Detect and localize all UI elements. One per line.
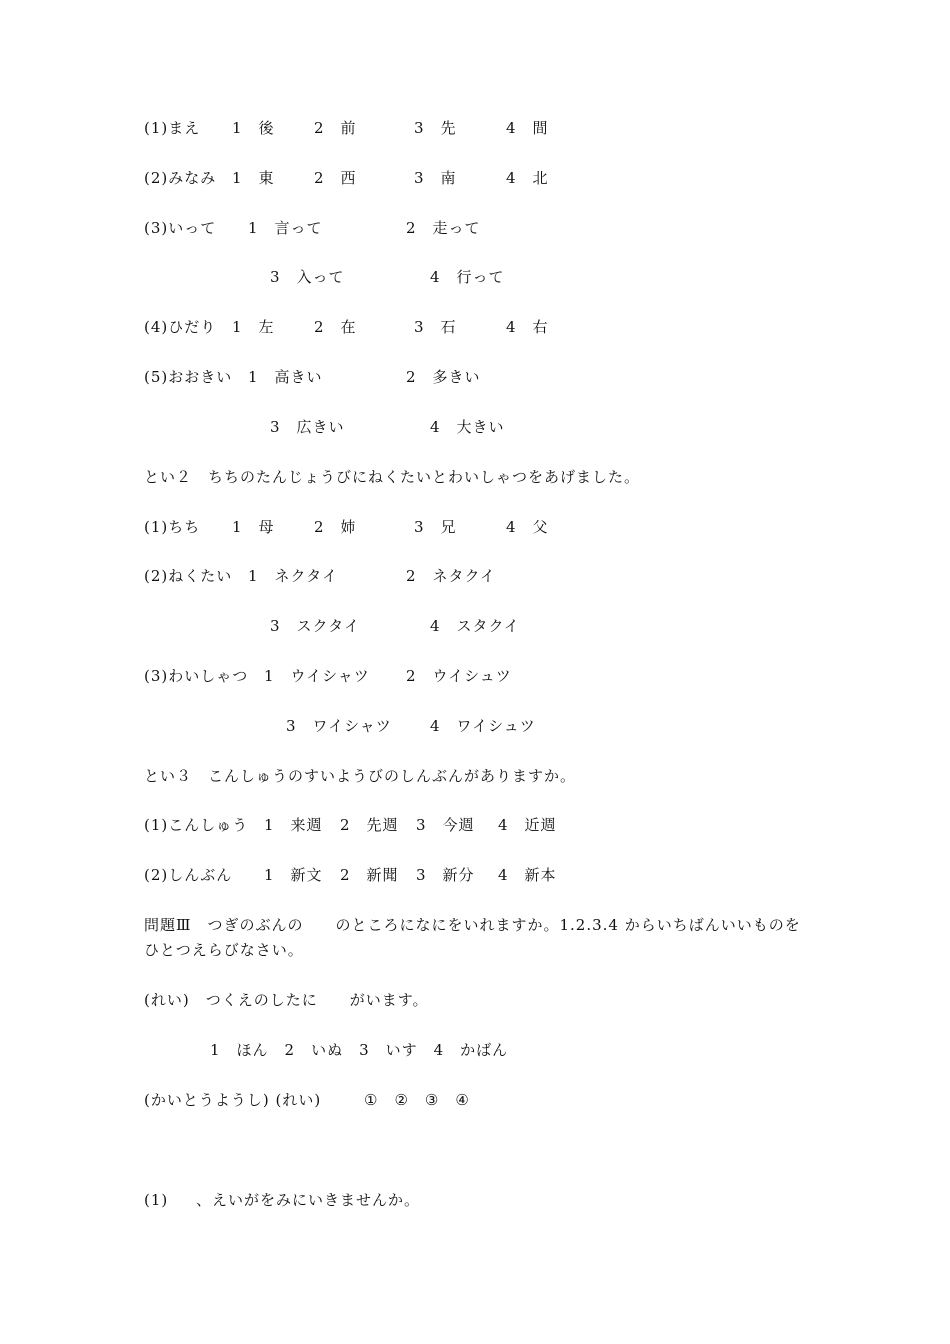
question-label: (1)こんしゅう: [144, 816, 249, 834]
option-4: 4 スタクイ: [430, 617, 520, 635]
option-1: 1 高きい: [248, 368, 323, 386]
option-4: 4 間: [506, 119, 549, 137]
option-2: 2 走って: [406, 219, 481, 237]
instruction-line-2: ひとつえらびなさい。: [144, 941, 304, 959]
question-label: (1)まえ: [144, 119, 201, 137]
option-2: 2 先週: [340, 816, 399, 834]
option-2: 2 姉: [314, 518, 357, 536]
option-1: 1 ウイシャツ: [264, 667, 370, 685]
question-label: (2)しんぶん: [144, 866, 233, 884]
option-3: 3 スクタイ: [270, 617, 360, 635]
option-4: 4 右: [506, 318, 549, 336]
option-1: 1 後: [232, 119, 275, 137]
option-1: 1 来週: [264, 816, 323, 834]
option-3: 3 南: [414, 169, 457, 187]
option-2: 2 前: [314, 119, 357, 137]
option-3: 3 ワイシャツ: [286, 717, 392, 735]
question-label: (5)おおきい: [144, 368, 233, 386]
example-options: 1 ほん 2 いぬ 3 いす 4 かばん: [210, 1041, 509, 1059]
option-4: 4 新本: [498, 866, 557, 884]
question-label: (1)ちち: [144, 518, 201, 536]
question-label: (2)みなみ: [144, 169, 217, 187]
option-4: 4 近週: [498, 816, 557, 834]
question-label: (4)ひだり: [144, 318, 217, 336]
option-4: 4 北: [506, 169, 549, 187]
example-sentence: (れい) つくえのしたに がいます。: [144, 991, 429, 1009]
option-4: 4 行って: [430, 268, 505, 286]
question-label: (3)いって: [144, 219, 217, 237]
option-2: 2 西: [314, 169, 357, 187]
option-1: 1 母: [232, 518, 275, 536]
option-2: 2 新聞: [340, 866, 399, 884]
option-1: 1 左: [232, 318, 275, 336]
option-2: 2 ネタクイ: [406, 567, 496, 585]
instruction-line-1: 問題Ⅲ つぎのぶんの のところになにをいれますか。1.2.3.4 からいちばんいいものを: [144, 916, 801, 934]
option-3: 3 新分: [416, 866, 475, 884]
question-label: (3)わいしゃつ: [144, 667, 249, 685]
option-4: 4 大きい: [430, 418, 505, 436]
option-2: 2 在: [314, 318, 357, 336]
option-3: 3 今週: [416, 816, 475, 834]
question-text: 、えいがをみにいきませんか。: [196, 1191, 421, 1209]
option-1: 1 新文: [264, 866, 323, 884]
option-3: 3 広きい: [270, 418, 345, 436]
option-3: 3 石: [414, 318, 457, 336]
option-3: 3 先: [414, 119, 457, 137]
option-1: 1 東: [232, 169, 275, 187]
option-4: 4 ワイシュツ: [430, 717, 536, 735]
option-3: 3 兄: [414, 518, 457, 536]
question-label: (1): [144, 1191, 169, 1209]
section-header-toi2: とい２ ちちのたんじょうびにねくたいとわいしゃつをあげました。: [144, 468, 641, 486]
option-4: 4 父: [506, 518, 549, 536]
option-3: 3 入って: [270, 268, 345, 286]
question-label: (2)ねくたい: [144, 567, 233, 585]
option-1: 1 ネクタイ: [248, 567, 338, 585]
answer-sheet-label: (かいとうようし) (れい): [144, 1091, 322, 1109]
option-2: 2 ウイシュツ: [406, 667, 512, 685]
answer-marks: ① ② ③ ④: [364, 1091, 470, 1109]
section-header-toi3: とい３ こんしゅうのすいようびのしんぶんがありますか。: [144, 767, 577, 785]
option-1: 1 言って: [248, 219, 323, 237]
option-2: 2 多きい: [406, 368, 481, 386]
